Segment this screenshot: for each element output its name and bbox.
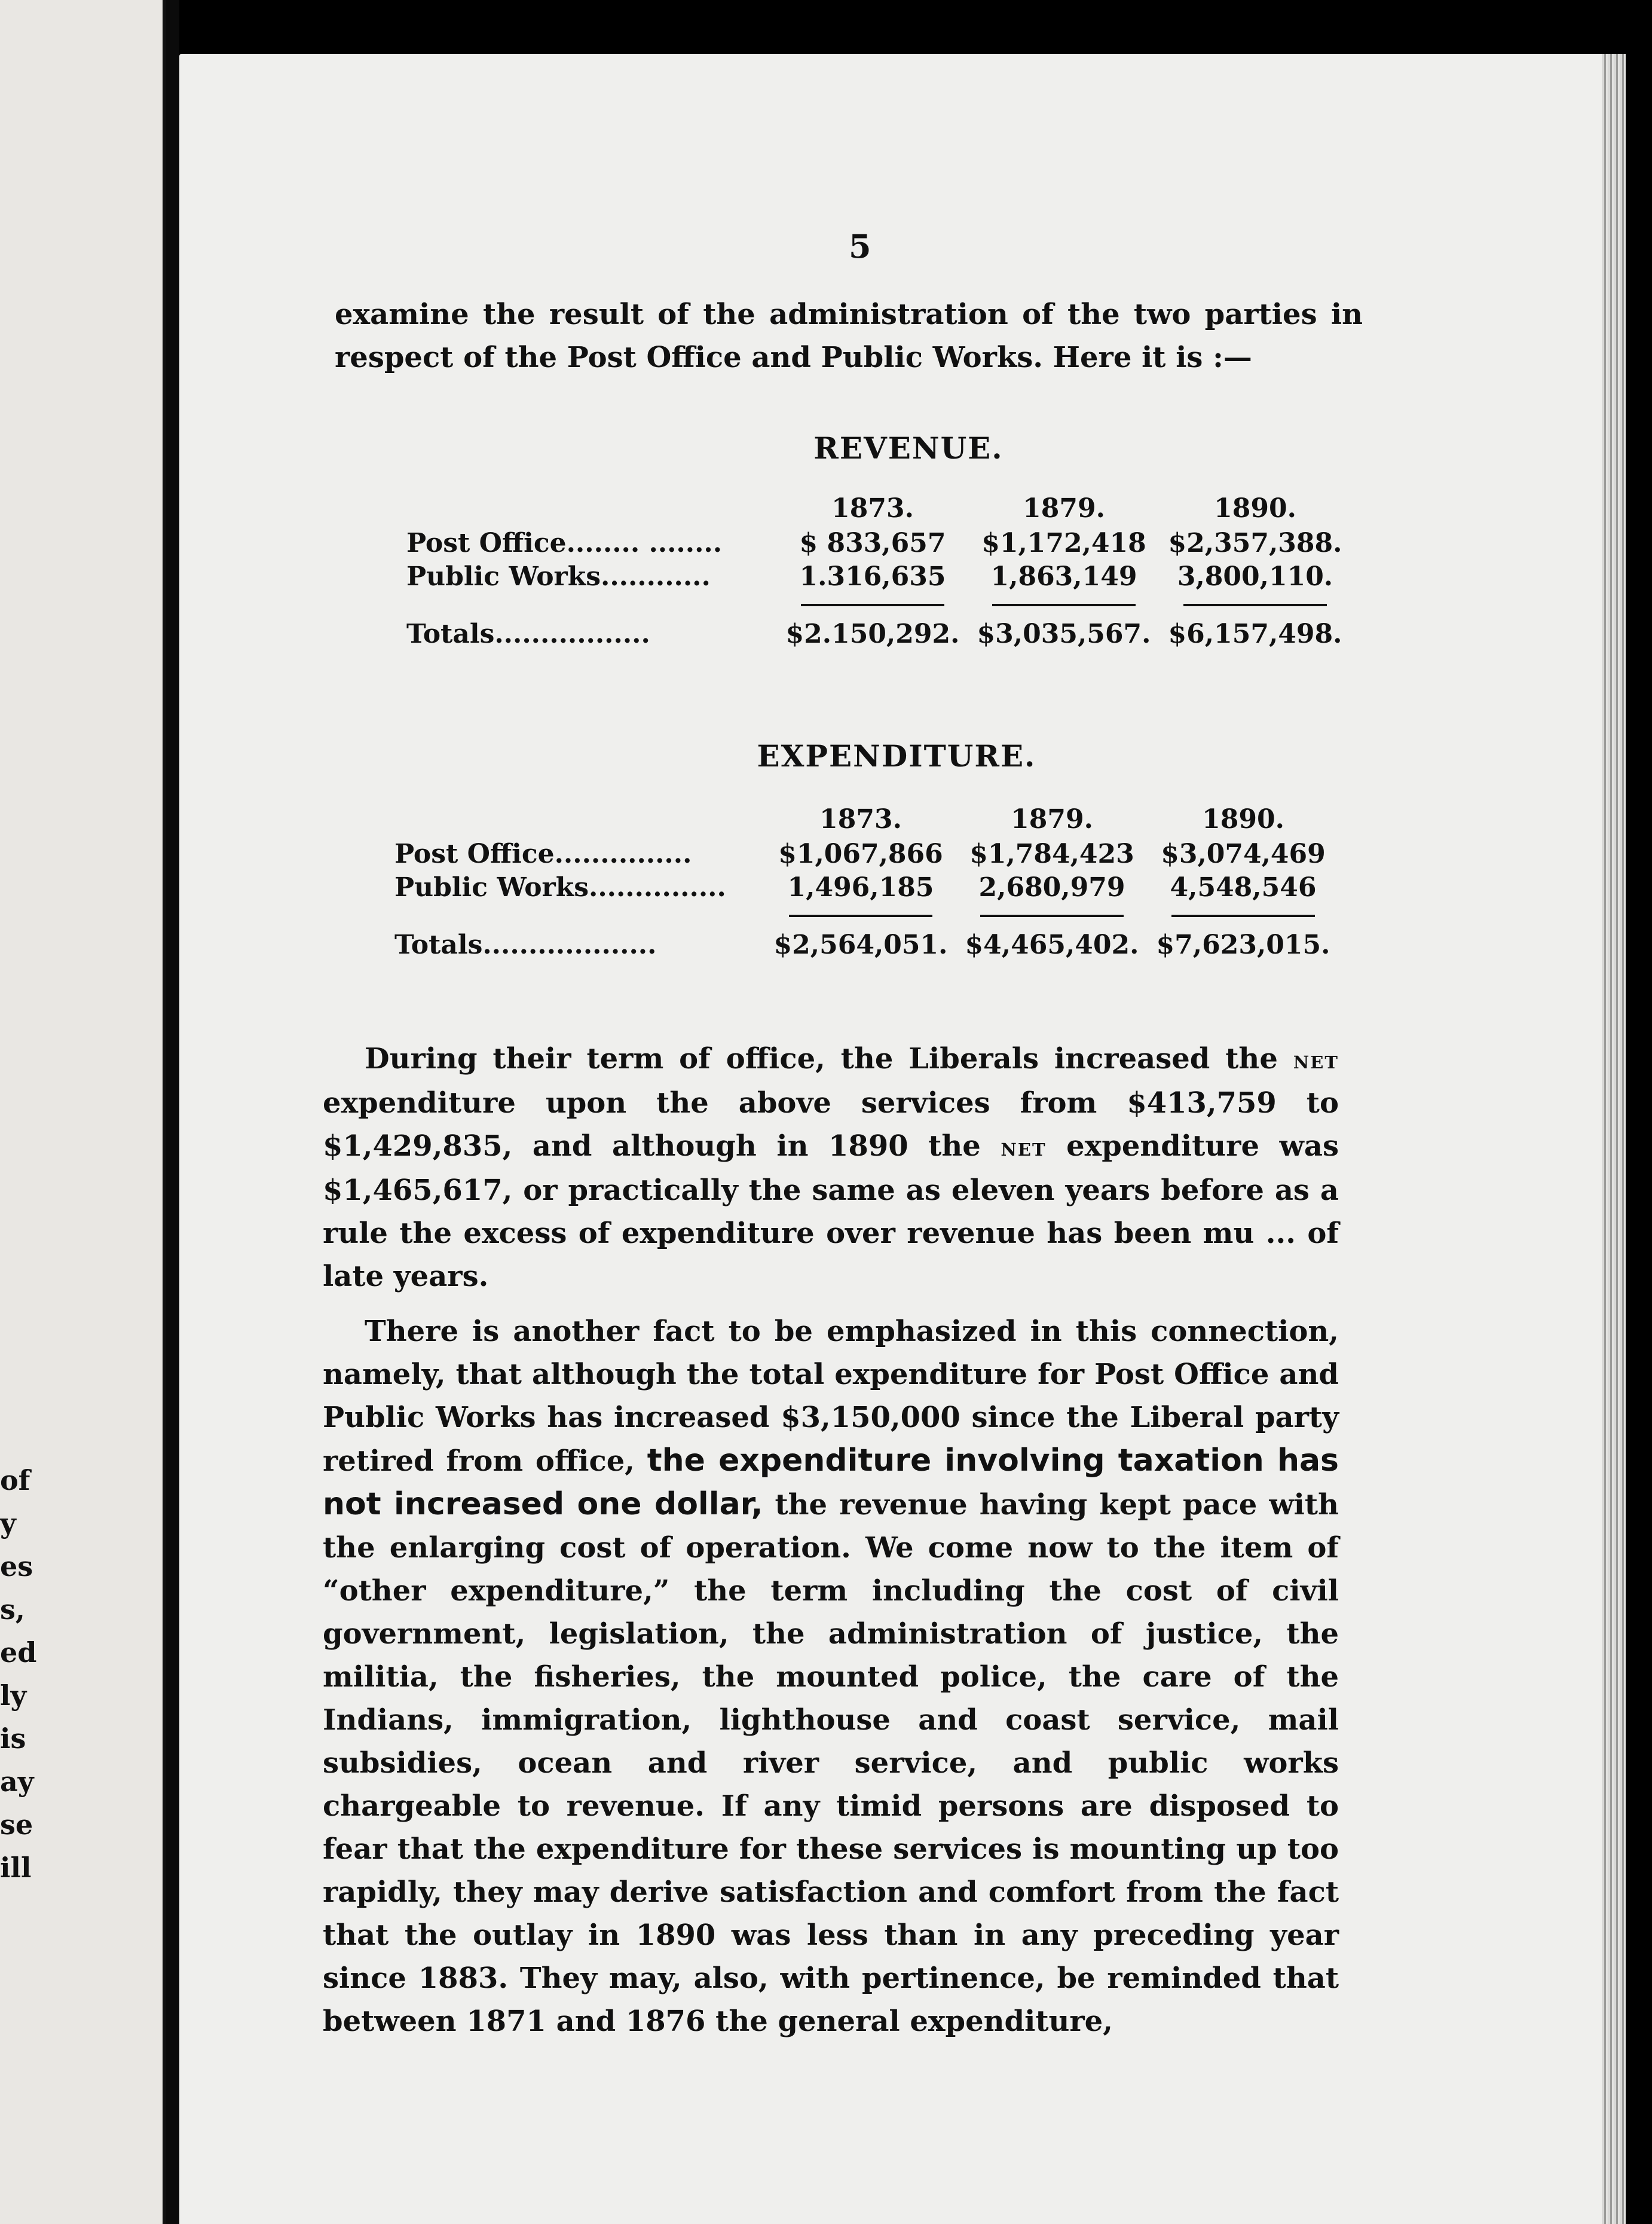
emphasized-statement: the expenditure involving taxation has not increased one dollar, [323, 1443, 1339, 1522]
table-row [394, 837, 1339, 870]
year-header: 1890. [1202, 804, 1284, 835]
expenditure-table [394, 801, 1339, 961]
fragment: ay [0, 1765, 34, 1798]
year-header: 1873. [819, 804, 902, 835]
page-number: 5 [849, 227, 871, 265]
net-emphasis: net [1293, 1045, 1339, 1074]
net-emphasis: net [1001, 1132, 1047, 1162]
text-run: expenditure was $1,465,617, or practically the same as eleven years before as a rule the excess of expenditure over revenue has been mu ... of late years. [323, 1129, 1339, 1293]
sum-rule [801, 604, 944, 606]
fragment: es [0, 1550, 33, 1583]
body-text [323, 1037, 1339, 2055]
fragment: y [0, 1507, 16, 1539]
year-header: 1879. [1023, 493, 1105, 524]
row-label: Public Works............ [406, 561, 711, 592]
text-run: There is another fact to be emphasized in this connection, namely, that although the total expenditure for Post Office and Public Works has increased $3,150,000 since the Liberal party retired from office, [323, 1315, 1339, 1478]
total-value: $7,623,015. [1156, 929, 1330, 960]
cell-value: $2,357,388. [1168, 527, 1342, 558]
total-value: $6,157,498. [1168, 618, 1342, 649]
cell-value: 4,548,546 [1170, 872, 1317, 903]
cell-value: $1,172,418 [981, 527, 1146, 558]
row-label: Post Office............... [394, 838, 692, 869]
total-value: $4,465,402. [965, 929, 1139, 960]
year-header: 1873. [831, 493, 914, 524]
fragment: se [0, 1808, 33, 1841]
paragraph-liberal-expenditure [323, 1037, 1339, 1298]
left-facing-page [0, 0, 166, 2224]
expenditure-heading: EXPENDITURE. [757, 738, 1036, 774]
row-label: Public Works............... [394, 872, 726, 903]
row-label: Post Office........ ........ [406, 527, 723, 558]
text-run: During their term of office, the Liberals increased the [365, 1042, 1278, 1076]
table-row [406, 526, 1351, 560]
year-header: 1890. [1214, 493, 1296, 524]
sum-rule [992, 604, 1136, 606]
paragraph-other-expenditure [323, 1310, 1339, 2043]
sum-rule [980, 915, 1124, 917]
table-row [406, 560, 1351, 593]
revenue-table [406, 490, 1351, 650]
total-value: $3,035,567. [977, 618, 1151, 649]
table-row [394, 870, 1339, 904]
sum-rule [1171, 915, 1315, 917]
cell-value: 1.316,635 [799, 561, 946, 592]
totals-label: Totals................... [394, 929, 657, 960]
total-value: $2.150,292. [785, 618, 960, 649]
cell-value: 1,863,149 [990, 561, 1137, 592]
fragment: of [0, 1464, 30, 1496]
totals-label: Totals................. [406, 618, 650, 649]
cell-value: $ 833,657 [799, 527, 946, 558]
sum-rule [1183, 604, 1327, 606]
left-page-text-fragments [0, 1459, 60, 1889]
cell-value: 3,800,110. [1177, 561, 1333, 592]
sum-rule [789, 915, 932, 917]
fragment: ly [0, 1679, 27, 1712]
text-run: the revenue having kept pace with the enlarging cost of operation. We come now to the item of “other expenditure,” the term including the cost of civil government, legislation, the administration of justice, the militia, the fisheries, the mounted police, the care of the Indians, immigration, lighthouse and coast service, mail subsidies, ocean and river service, and public works chargeable to revenue. If any timid persons are disposed to fear that the expenditure for these services is mounting up too rapidly, they may derive satisfaction and comfort from the fact that the outlay in 1890 was less than in any preceding year since 1883. They may, also, with pertinence, be reminded that between 1871 and 1876 the general expenditure, [323, 1488, 1339, 2038]
fragment: s, [0, 1593, 25, 1626]
text-run: expenditure upon the above services from $413,759 to $1,429,835, and although in 1890 the [323, 1086, 1339, 1163]
cell-value: $3,074,469 [1161, 838, 1326, 869]
fragment: ill [0, 1852, 32, 1884]
fragment: ed [0, 1636, 37, 1669]
intro-paragraph: examine the result of the administration of the two parties in respect of the Post Office and Public Works. Here it is :— [335, 298, 1363, 374]
totals-row [406, 617, 1351, 650]
book-gutter [166, 0, 179, 2224]
year-header: 1879. [1011, 804, 1093, 835]
table-header-row [406, 490, 1351, 526]
table-header-row [394, 801, 1339, 837]
cell-value: $1,067,866 [778, 838, 943, 869]
sum-rule-row [406, 593, 1351, 617]
totals-row [394, 928, 1339, 961]
cell-value: 2,680,979 [978, 872, 1125, 903]
cell-value: $1,784,423 [969, 838, 1134, 869]
fragment: is [0, 1722, 26, 1755]
sum-rule-row [394, 904, 1339, 928]
revenue-heading: REVENUE. [813, 430, 1004, 466]
page-stack-edge [1602, 54, 1626, 2224]
total-value: $2,564,051. [773, 929, 948, 960]
cell-value: 1,496,185 [787, 872, 934, 903]
